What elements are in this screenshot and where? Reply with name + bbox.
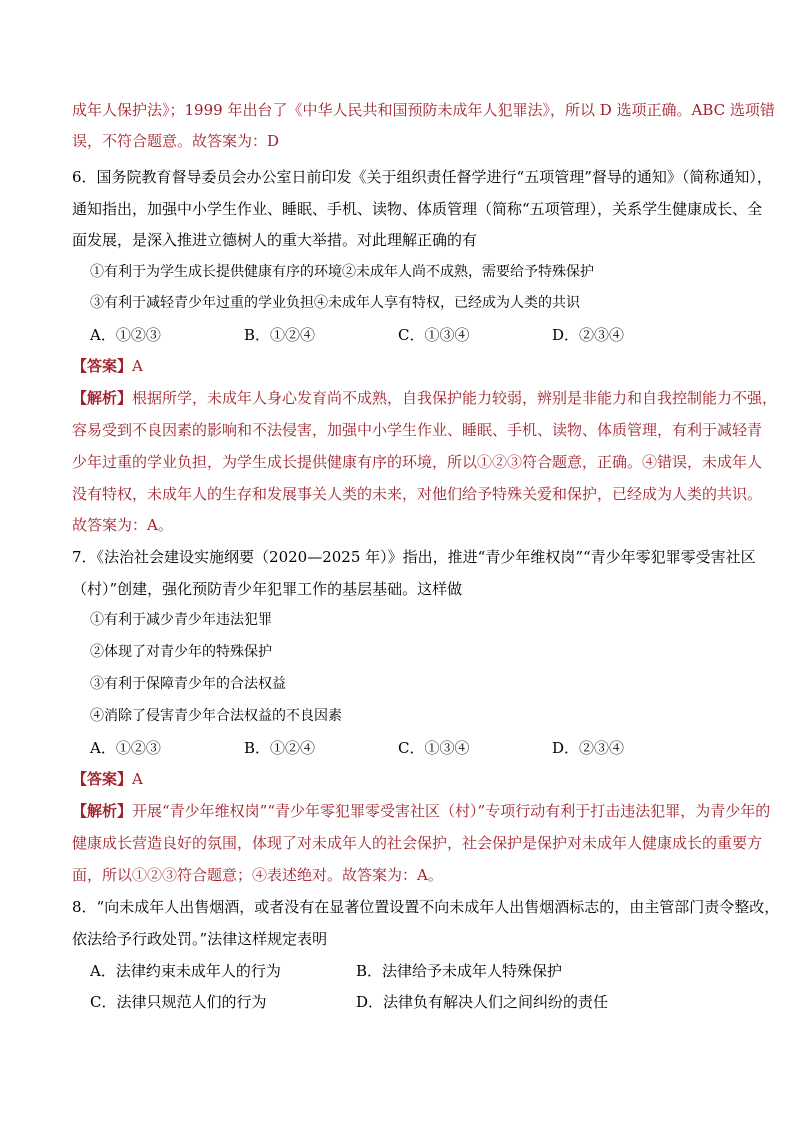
q6-answer [72,356,143,376]
q6-option-b: B．①②④ [244,326,316,344]
q6-statement-line: ①有利于为学生成长提供健康有序的环境②未成年人尚不成熟，需要给予特殊保护 [90,264,594,280]
q8-option-c: C．法律只规范人们的行为 [90,993,267,1011]
answer-value: A [132,357,143,375]
q6-stem-line: 面发展，是深入推进立德树人的重大举措。对此理解正确的有 [72,231,478,249]
q7-answer [72,769,143,789]
q7-statement: ①有利于减少青少年违法犯罪 [90,612,272,628]
q6-option-a: A．①②③ [90,326,161,344]
q7-option-c: C．①③④ [398,739,470,757]
q8-option-b: B．法律给予未成年人特殊保护 [356,962,563,980]
q7-option-d: D．②③④ [552,739,625,757]
q7-statement: ③有利于保障青少年的合法权益 [90,676,286,692]
q6-analysis-line: 少年过重的学业负担，为学生成长提供健康有序的环境，所以①②③符合题意，正确。④错误，未成年人 [72,453,763,471]
answer-value: A [132,770,143,788]
q7-analysis-line: 面，所以①②③符合题意；④表述绝对。故答案为：A。 [72,866,443,884]
analysis-text: 根据所学，未成年人身心发育尚不成熟，自我保护能力较弱，辨别是非能力和自我控制能力不强， [132,389,778,407]
q6-analysis-line: 没有特权，未成年人的生存和发展事关人类的未来，对他们给予特殊关爱和保护，已经成为人类的共识。 [72,485,763,503]
q8-stem-line: 8．“向未成年人出售烟酒，或者没有在显著位置设置不向未成年人出售烟酒标志的，由主管部门责令整改， [72,898,780,916]
analysis-tag: 【解析】 [72,802,133,820]
q7-stem-line: （村）”创建，强化预防青少年犯罪工作的基层基础。这样做 [72,580,463,598]
q7-option-a: A．①②③ [90,739,161,757]
q8-option-a: A．法律约束未成年人的行为 [90,962,281,980]
q7-analysis-line: 健康成长营造良好的氛围，体现了对未成年人的社会保护，社会保护是保护对未成年人健康成长的重要方 [72,834,763,852]
q7-option-b: B．①②④ [244,739,316,757]
q7-analysis-line [72,801,770,821]
q6-statement-line: ③有利于减轻青少年过重的学业负担④未成年人享有特权，已经成为人类的共识 [90,295,580,311]
q7-stem-line: 7．《法治社会建设实施纲要（2020—2025 年）》指出，推进“青少年维权岗”“青少年零犯罪零受害社区 [72,548,756,566]
q8-option-d: D．法律负有解决人们之间纠纷的责任 [356,993,609,1011]
answer-tag: 【答案】 [72,357,133,375]
q7-statement: ②体现了对青少年的特殊保护 [90,644,272,660]
q6-stem-line: 通知指出，加强中小学生作业、睡眠、手机、读物、体质管理（简称“五项管理），关系学生健康成长、全 [72,200,763,218]
q8-stem-line: 依法给予行政处罚。”法律这样规定表明 [72,930,328,948]
q6-analysis-line [72,388,777,408]
q7-statement: ④消除了侵害青少年合法权益的不良因素 [90,708,342,724]
answer-tag: 【答案】 [72,770,133,788]
q6-option-c: C．①③④ [398,326,470,344]
prev-explanation-line: 成年人保护法》；1999 年出台了《中华人民共和国预防未成年人犯罪法》，所以 D 选项正确。ABC 选项错 [72,101,775,119]
prev-explanation-line: 误，不符合题意。故答案为：D [72,132,280,150]
q6-option-d: D．②③④ [552,326,625,344]
q6-stem-line: 6．国务院教育督导委员会办公室日前印发《关于组织责任督学进行“五项管理”督导的通知》（简称通知）， [72,168,772,186]
analysis-text: 开展“青少年维权岗”“青少年零犯罪零受害社区（村）”专项行动有利于打击违法犯罪，为青少年的 [132,802,771,820]
q6-analysis-line: 容易受到不良因素的影响和不法侵害，加强中小学生作业、睡眠、手机、读物、体质管理，有利于减轻青 [72,421,763,439]
analysis-tag: 【解析】 [72,389,133,407]
q6-analysis-line: 故答案为：A。 [72,516,173,534]
